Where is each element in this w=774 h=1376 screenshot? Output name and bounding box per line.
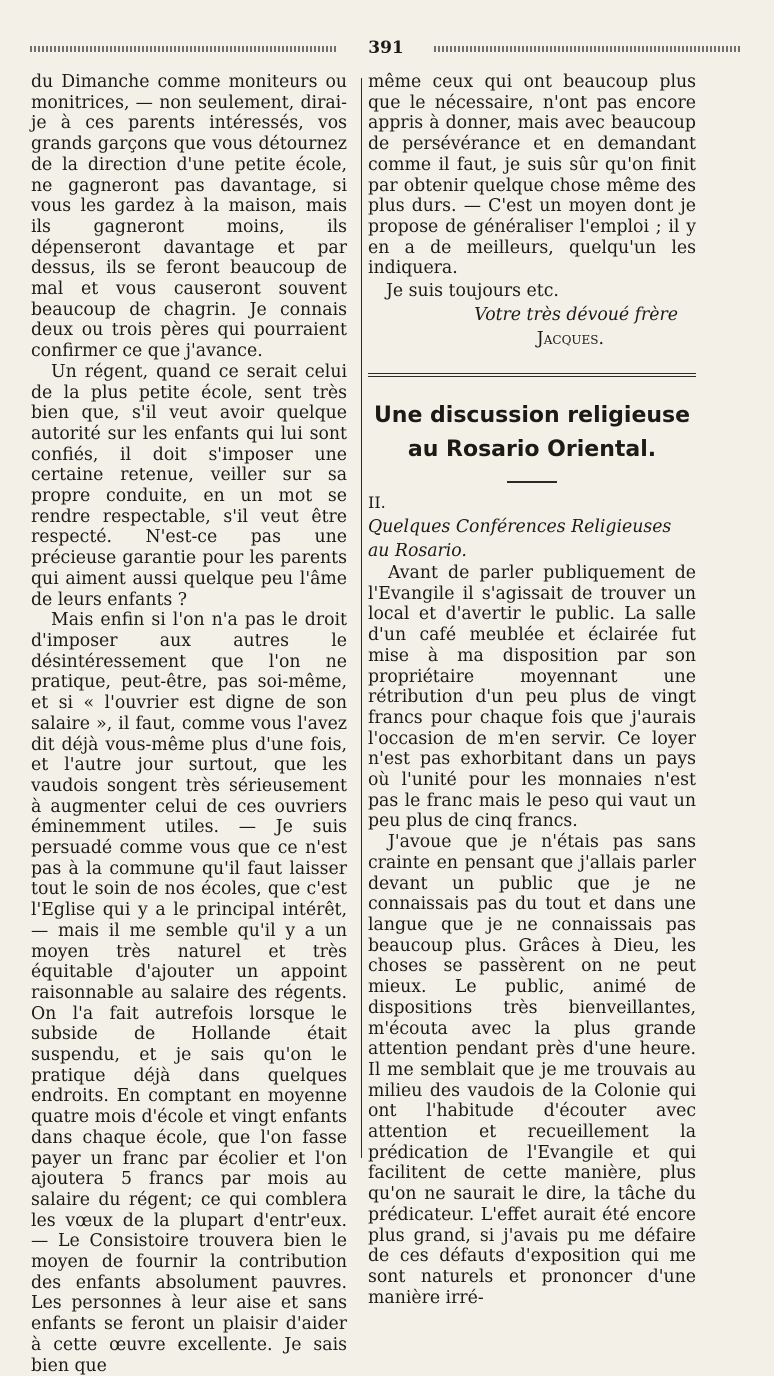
article-title-line-2: au Rosario Oriental. — [407, 437, 657, 463]
column-divider — [361, 78, 362, 1158]
section-title-line-2: au Rosario. — [368, 541, 467, 562]
running-header — [30, 38, 742, 58]
left-paragraph-3: Mais enfin si l'on n'a pas le droit d'imposer aux autres le désintéressement que l'on ne pratique, peut-être, pas soi-même, et si « l'ouvrier est digne de son salaire », il faut, comme vous l'avez dit déjà vous-même plus d'une fois, et l'autre jour surtout, que les vaudois songent très sérieusement à augmenter celui de ces ouvriers éminemment utiles. — Je suis persuadé comme vous que ce n'est pas à la commune qu'il faut laisser tout le soin de nos écoles, que c'est l'Eglise qui y a le principal intérêt, — mais il me semble qu'il y a un moyen très naturel et très équitable d'ajouter un appoint raisonnable au salaire des régents. On l'a fait autrefois lorsque le subside de Hollande était suspendu, et je sais qu'on le pratique déjà dans quelques endroits. En comptant en moyenne quatre mois d'école et vingt enfants dans chaque école, que l'on fasse payer un franc par écolier et l'on ajoutera 5 francs par mois au salaire du régent; ce qui comblera les vœux de la plupart d'entr'eux. — Le Consistoire trouvera bien le moyen de fournir la contribution des enfants absolument pauvres. Les personnes à leur aise et sans enfants se feront un plaisir d'aider à cette œuvre excellente. Je sais bien que — [31, 610, 347, 1376]
right-column — [368, 72, 696, 1308]
section-title-line-1: Quelques Conférences Religieuses — [368, 517, 672, 538]
left-paragraph-2: Un régent, quand ce serait celui de la plus petite école, sent très bien que, s'il veut avoir quelque autorité sur les enfants qui lui sont confiés, il doit s'imposer une certaine retenue, veiller sur sa propre conduite, en un mot se rendre respectable, s'il veut être respecté. N'est-ce pas une précieuse garantie pour les parents qui aiment aussi quelque peu l'âme de leurs enfants ? — [31, 361, 347, 610]
title-rule — [507, 481, 557, 483]
article-title-line-1: Une discussion religieuse — [373, 403, 691, 429]
left-column — [31, 72, 347, 1376]
header-ornament-left — [30, 46, 338, 52]
right-paragraph-2: J'avoue que je n'étais pas sans crainte en pensant que j'allais parler devant un public que je ne connaissais pas du tout et dans une langue que je ne connaissais pas beaucoup plus. Grâces à Dieu, les choses se passèrent on ne peut mieux. Le public, animé de dispositions très bienveillantes, m'écouta avec la plus grande attention pendant près d'une heure. Il me semblait que je me trouvais au milieu des vaudois de la Colonie qui ont l'habitude d'écouter avec attention et recueillement la prédication de l'Evangile et qui facilitent de cette manière, plus qu'on ne saurait le dire, la tâche du prédicateur. L'effet aurait été encore plus grand, si j'avais pu me défaire de ces défauts d'exposition qui me sont naturels et prononcer d'une manière irré- — [368, 832, 696, 1308]
article-title — [368, 399, 696, 467]
left-paragraph-1: du Dimanche comme moniteurs ou monitrices, — non seulement, dirai-je à ces parents intéressés, vos grands garçons que vous détournez de la direction d'une petite école, ne gagneront pas davantage, si vous les gardez à la maison, mais ils gagneront moins, ils dépenseront davantage et par dessus, ils se feront beaucoup de mal et vous causeront souvent beaucoup de chagrin. Je connais deux ou trois pères qui pourraient confirmer ce que j'avance. — [31, 72, 347, 362]
letter-closing: Je suis toujours etc. — [386, 281, 559, 302]
section-separator — [368, 373, 696, 377]
section-number: II. — [368, 493, 386, 513]
page-number: 391 — [368, 38, 404, 58]
header-ornament-right — [434, 46, 742, 52]
letter-ending: même ceux qui ont beaucoup plus que le nécessaire, n'ont pas encore appris à donner, mais avec beaucoup de persévérance et en demandant comme il faut, je suis sûr qu'on finit par obtenir quelque chose même des plus durs. — C'est un moyen dont je propose de généraliser l'emploi ; il y en a de meilleurs, quelqu'un les indiquera. — [368, 72, 696, 279]
right-paragraph-1: Avant de parler publiquement de l'Evangile il s'agissait de trouver un local et d'avertir le public. La salle d'un café meublée et éclairée fut mise à ma disposition par son propriétaire moyennant une rétribution d'un peu plus de vingt francs pour chaque fois que j'aurais l'occasion de m'en servir. Ce loyer n'est pas exhorbitant dans un pays où l'unité pour les monnaies n'est pas le franc mais le peso qui vaut un peu plus de cinq francs. — [368, 563, 696, 832]
letter-signature: Jacques. — [536, 329, 604, 350]
letter-signoff: Votre très dévoué frère — [474, 305, 678, 326]
